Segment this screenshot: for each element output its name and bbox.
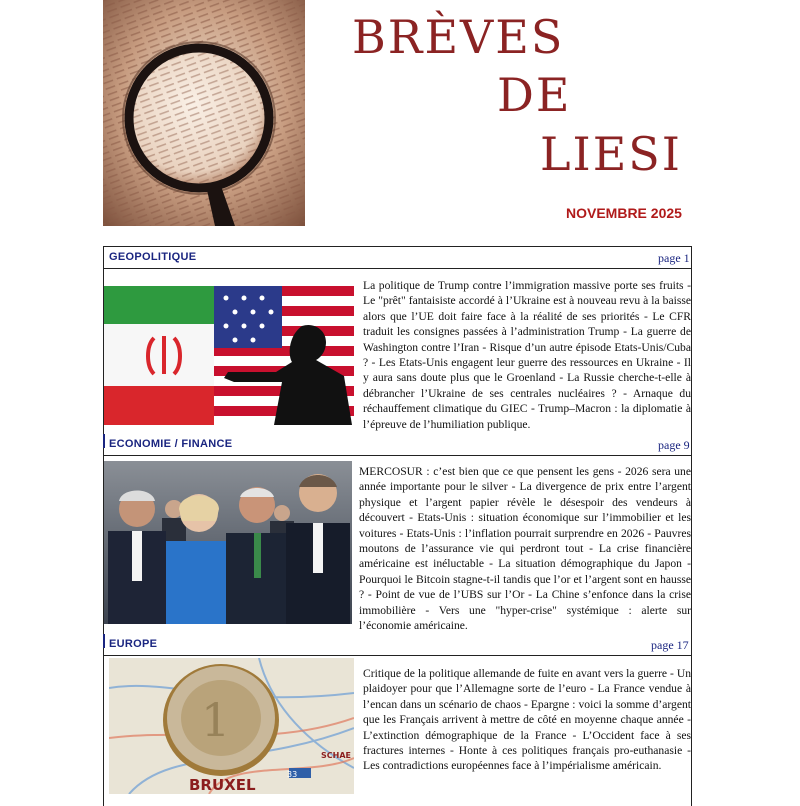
page-ref-economie-finance: page 9	[658, 438, 690, 452]
section-heading-economie-finance: ECONOMIE / FINANCE	[109, 438, 233, 450]
section-rule	[103, 655, 692, 656]
section-heading-europe: EUROPE	[109, 638, 158, 650]
masthead-title-de: DE	[497, 68, 572, 122]
masthead-title-breves: BRÈVES	[352, 10, 565, 64]
map-label-city: BRUXEL	[189, 776, 256, 794]
section-rule	[103, 268, 692, 269]
section-summary-economie-finance: MERCOSUR : c’est bien que ce que pensent les gens - 2026 sera une année importante pour le silver - La divergence de prix entre l’argent physique et l’argent papier révèle le désespoir des vendeurs à découvert - Etats-Unis : situation économique sur l’immobilier et les voitures - Etats-Unis : l’inflation pourrait surprendre en 2026 - Pauvres moutons de l’assurance vie qui perdront tout - La crise financière américaine est inéluctable - La situation démographique du Japon - Pourquoi le Bitcoin stagne-t-il tandis que l’or et l’argent sont en hausse ? - Point de vue de l’UBS sur l’Or - La Chine s’enfonce dans la crise immobilière - Vers une "hyper-crise" systémique : alerte sur l’économie américaine.	[359, 465, 691, 633]
section-marker	[103, 634, 105, 648]
iran-usa-flags-photo	[104, 286, 354, 425]
section-rule	[103, 455, 692, 456]
section-summary-geopolitique: La politique de Trump contre l’immigration massive porte ses fruits - Le "prêt" fantaisiste accordé à l’Ukraine est à nouveau revu à la baisse alors que l’UE doit faire face à la réalité de ses priorités - Le CFR traduit les consignes passées à l’administration Trump - La guerre de Washington contre l’Iran - Risque d’un autre épisode Etats-Unis/Cuba ? - Les Etats-Unis engagent leur guerre des ressources en Ukraine - Il y aura sans doute plus que le Groenland - La Russie cherche-t-elle à débrancher l’Ukraine de ses centrales nucléaires ? - Arnaque du réchauffement climatique du GIEC - Trump–Macron : la diplomatie à l’épreuve de l’humiliation publique.	[363, 279, 691, 431]
section-heading-geopolitique: GEOPOLITIQUE	[109, 251, 197, 263]
coin-denomination: 1	[201, 693, 231, 747]
section-summary-europe: Critique de la politique allemande de fuite en avant vers la guerre - Un plaidoyer pour que l’Allemagne sorte de l’euro - La France vendue à l’encan dans un scénario de chaos - Epargne : voici la somme d’argent que les Français arrivent à mettre de côté en moyenne chaque année - L’extinction démographique de la France - L’Occident face à ses fractures internes - Honte à ces politiques français pro-euthanasie - Les contradictions européennes face à l’impérialisme américain.	[363, 667, 691, 773]
section-marker	[103, 434, 105, 448]
issue-date: NOVEMBRE 2025	[566, 205, 682, 221]
page-ref-europe: page 17	[651, 638, 689, 652]
leaders-group-photo	[104, 461, 352, 624]
masthead-title-liesi: LIESI	[540, 127, 682, 181]
euro-coin-on-map-photo	[109, 658, 354, 794]
map-label-town: SCHAE	[321, 751, 351, 760]
page-ref-geopolitique: page 1	[658, 251, 690, 265]
cover-magnifier-photo	[103, 0, 305, 226]
map-road-number: 33	[287, 770, 298, 779]
